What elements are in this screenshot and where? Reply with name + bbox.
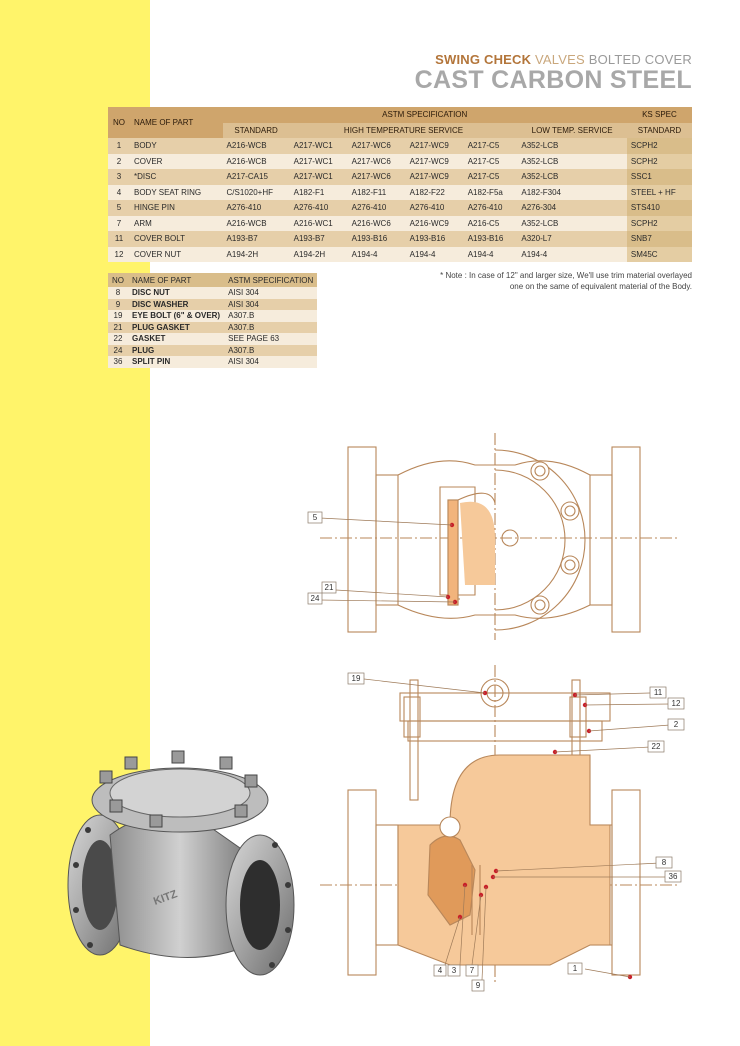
sub-header-astm: ASTM SPECIFICATION (224, 273, 317, 287)
title-subtitle (415, 52, 692, 67)
cell-high-temp-3: A217-WC9 (406, 154, 464, 170)
cell-ks: SCPH2 (627, 216, 692, 232)
top-view-drawing (320, 433, 680, 640)
cell-standard: A217-CA15 (223, 169, 290, 185)
cell-high-temp-2: A217-WC6 (348, 154, 406, 170)
cell-name: DISC NUT (128, 287, 224, 299)
cell-low-temp: A352-LCB (517, 169, 627, 185)
cell-high-temp-4: A276-410 (464, 200, 518, 216)
cell-standard: C/S1020+HF (223, 185, 290, 201)
cell-low-temp: A352-LCB (517, 216, 627, 232)
cell-name: HINGE PIN (130, 200, 223, 216)
cell-standard: A194-2H (223, 247, 290, 263)
cell-high-temp-2: A217-WC6 (348, 138, 406, 154)
label-1: 1 (572, 964, 578, 973)
header-astm-spec: ASTM SPECIFICATION (223, 107, 627, 123)
cell-spec: AISI 304 (224, 287, 317, 299)
header-standard: STANDARD (223, 123, 290, 139)
label-5: 5 (312, 513, 318, 522)
cell-standard: A193-B7 (223, 231, 290, 247)
cell-high-temp-4: A217-C5 (464, 169, 518, 185)
cell-ks: SM45C (627, 247, 692, 263)
cell-low-temp: A320-L7 (517, 231, 627, 247)
cell-standard: A216-WCB (223, 154, 290, 170)
cell-no: 5 (108, 200, 130, 216)
note (392, 270, 692, 292)
cell-high-temp-1: A182-F1 (290, 185, 348, 201)
cell-no: 11 (108, 231, 130, 247)
cell-low-temp: A276-304 (517, 200, 627, 216)
cell-no: 24 (108, 345, 128, 357)
cell-high-temp-1: A217-WC1 (290, 169, 348, 185)
cell-name: *DISC (130, 169, 223, 185)
cell-high-temp-2: A217-WC6 (348, 169, 406, 185)
cell-spec: A307.B (224, 345, 317, 357)
cell-name: BODY SEAT RING (130, 185, 223, 201)
cell-high-temp-3: A276-410 (406, 200, 464, 216)
sub-header-name: NAME OF PART (128, 273, 224, 287)
title-swing-check: SWING CHECK (435, 52, 532, 67)
label-2: 2 (673, 720, 679, 729)
cell-name: BODY (130, 138, 223, 154)
cell-high-temp-1: A276-410 (290, 200, 348, 216)
table-row (108, 333, 317, 345)
label-8: 8 (661, 858, 667, 867)
cell-name: GASKET (128, 333, 224, 345)
body-cast-mark: KITZ (151, 888, 180, 908)
cell-spec: A307.B (224, 310, 317, 322)
cell-high-temp-4: A217-C5 (464, 138, 518, 154)
cell-name: COVER (130, 154, 223, 170)
cell-spec: AISI 304 (224, 299, 317, 311)
valve-photo (60, 745, 300, 985)
header-no: NO (108, 107, 130, 138)
cell-no: 36 (108, 356, 128, 368)
title-block (415, 52, 692, 95)
cell-no: 1 (108, 138, 130, 154)
table-row (108, 154, 692, 170)
cell-standard: A216-WCB (223, 216, 290, 232)
valve-drawings (300, 425, 700, 1010)
cell-name: PLUG GASKET (128, 322, 224, 334)
cell-no: 7 (108, 216, 130, 232)
table-row (108, 216, 692, 232)
table-row (108, 185, 692, 201)
label-22: 22 (651, 742, 661, 751)
cell-high-temp-4: A194-4 (464, 247, 518, 263)
cell-high-temp-2: A193-B16 (348, 231, 406, 247)
cell-name: EYE BOLT (6" & OVER) (128, 310, 224, 322)
cell-high-temp-4: A193-B16 (464, 231, 518, 247)
cell-high-temp-3: A193-B16 (406, 231, 464, 247)
cell-high-temp-1: A217-WC1 (290, 154, 348, 170)
cell-no: 3 (108, 169, 130, 185)
cell-name: DISC WASHER (128, 299, 224, 311)
cell-low-temp: A194-4 (517, 247, 627, 263)
table-row (108, 299, 317, 311)
sub-spec-table (108, 273, 317, 368)
cell-high-temp-4: A182-F5a (464, 185, 518, 201)
label-36: 36 (668, 872, 678, 881)
cell-no: 2 (108, 154, 130, 170)
cell-high-temp-2: A194-4 (348, 247, 406, 263)
cell-ks: SSC1 (627, 169, 692, 185)
cell-high-temp-3: A216-WC9 (406, 216, 464, 232)
label-11: 11 (653, 688, 663, 697)
cell-no: 8 (108, 287, 128, 299)
table-row (108, 200, 692, 216)
cell-ks: SNB7 (627, 231, 692, 247)
cell-standard: A216-WCB (223, 138, 290, 154)
cell-name: PLUG (128, 345, 224, 357)
note-line-2: one on the same of equivalent material of the Body. (509, 282, 692, 291)
label-12: 12 (671, 699, 681, 708)
label-9: 9 (475, 981, 481, 990)
label-21: 21 (324, 583, 334, 592)
table-row (108, 231, 692, 247)
cell-high-temp-2: A216-WC6 (348, 216, 406, 232)
cell-spec: A307.B (224, 322, 317, 334)
label-7: 7 (469, 966, 475, 975)
main-spec-table (108, 107, 692, 262)
title-bolted-cover: BOLTED COVER (588, 52, 692, 67)
cell-spec: SEE PAGE 63 (224, 333, 317, 345)
header-ks-spec: KS SPEC (627, 107, 692, 123)
label-19: 19 (351, 674, 361, 683)
cell-high-temp-4: A216-C5 (464, 216, 518, 232)
cell-no: 21 (108, 322, 128, 334)
cell-high-temp-3: A217-WC9 (406, 138, 464, 154)
cell-high-temp-3: A217-WC9 (406, 169, 464, 185)
cell-name: SPLIT PIN (128, 356, 224, 368)
cell-high-temp-2: A276-410 (348, 200, 406, 216)
cell-high-temp-1: A194-2H (290, 247, 348, 263)
cell-ks: SCPH2 (627, 154, 692, 170)
cell-high-temp-3: A194-4 (406, 247, 464, 263)
header-low-temp: LOW TEMP. SERVICE (517, 123, 627, 139)
label-3: 3 (451, 966, 457, 975)
label-4: 4 (437, 966, 443, 975)
table-row (108, 138, 692, 154)
note-line-1: * Note : In case of 12" and larger size, We'll use trim material overlayed (440, 271, 692, 280)
cell-no: 12 (108, 247, 130, 263)
cell-name: ARM (130, 216, 223, 232)
cell-high-temp-2: A182-F11 (348, 185, 406, 201)
cell-no: 9 (108, 299, 128, 311)
cell-name: COVER NUT (130, 247, 223, 263)
table-row (108, 310, 317, 322)
cell-spec: AISI 304 (224, 356, 317, 368)
header-high-temp: HIGH TEMPERATURE SERVICE (290, 123, 518, 139)
cell-high-temp-4: A217-C5 (464, 154, 518, 170)
cell-low-temp: A352-LCB (517, 138, 627, 154)
table-row (108, 247, 692, 263)
title-valves: VALVES (535, 52, 585, 67)
cell-high-temp-1: A217-WC1 (290, 138, 348, 154)
cell-high-temp-1: A216-WC1 (290, 216, 348, 232)
cell-ks: STS410 (627, 200, 692, 216)
cell-high-temp-3: A182-F22 (406, 185, 464, 201)
table-row (108, 345, 317, 357)
cell-ks: SCPH2 (627, 138, 692, 154)
cell-low-temp: A182-F304 (517, 185, 627, 201)
table-row (108, 322, 317, 334)
cell-high-temp-1: A193-B7 (290, 231, 348, 247)
cell-no: 22 (108, 333, 128, 345)
table-row (108, 287, 317, 299)
header-ks-standard: STANDARD (627, 123, 692, 139)
sub-header-no: NO (108, 273, 128, 287)
table-row (108, 169, 692, 185)
label-24: 24 (310, 594, 320, 603)
header-name-of-part: NAME OF PART (130, 107, 223, 138)
table-row (108, 356, 317, 368)
cell-standard: A276-410 (223, 200, 290, 216)
cell-no: 19 (108, 310, 128, 322)
cell-ks: STEEL + HF (627, 185, 692, 201)
cell-name: COVER BOLT (130, 231, 223, 247)
page-title: CAST CARBON STEEL (414, 66, 692, 94)
cell-low-temp: A352-LCB (517, 154, 627, 170)
cell-no: 4 (108, 185, 130, 201)
